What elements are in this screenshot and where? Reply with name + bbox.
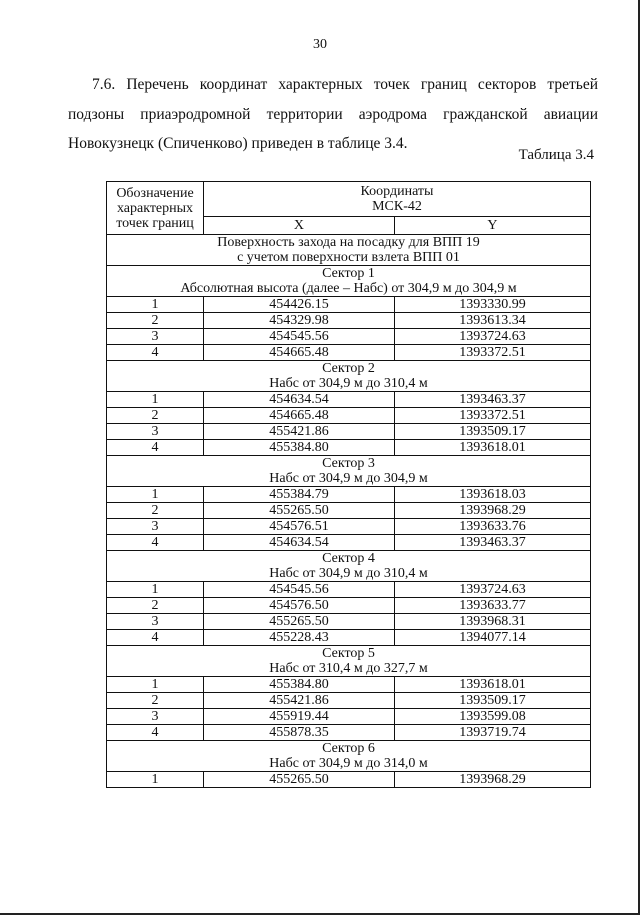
y-coordinate-cell: 1393633.76	[394, 519, 590, 535]
x-coordinate-cell: 455265.50	[204, 614, 395, 630]
x-coordinate-cell: 455384.80	[204, 677, 395, 693]
x-coordinate-cell: 454576.50	[204, 598, 395, 614]
table-row	[107, 297, 591, 313]
y-coordinate-cell: 1393724.63	[394, 329, 590, 345]
x-coordinate-cell: 454576.51	[204, 519, 395, 535]
point-number-cell: 3	[107, 519, 204, 535]
table-row	[107, 535, 591, 551]
sector-title: Сектор 2	[322, 361, 375, 376]
point-number-cell: 4	[107, 440, 204, 456]
x-coordinate-cell: 455421.86	[204, 424, 395, 440]
y-coordinate-cell: 1393724.63	[394, 582, 590, 598]
point-number-cell: 1	[107, 582, 204, 598]
point-number-cell: 1	[107, 772, 204, 788]
x-coordinate-cell: 454665.48	[204, 345, 395, 361]
intro-paragraph: 7.6. Перечень координат характерных точек границ секторов третьей подзоны приаэродромной территории аэродрома гражданской авиации Новокузнецк (Спиченково) приведен в таблице 3.4.	[68, 76, 598, 152]
x-coordinate-cell: 455265.50	[204, 772, 395, 788]
sector-subtitle: Набс от 310,4 м до 327,7 м	[269, 661, 428, 676]
table-row	[107, 677, 591, 693]
x-coordinate-cell: 455421.86	[204, 693, 395, 709]
point-number-cell: 3	[107, 614, 204, 630]
x-coordinate-cell: 455228.43	[204, 630, 395, 646]
y-coordinate-cell: 1393968.31	[394, 614, 590, 630]
point-number-cell: 2	[107, 408, 204, 424]
table-row	[107, 614, 591, 630]
sector-title: Сектор 3	[322, 456, 375, 471]
y-coordinate-cell: 1394077.14	[394, 630, 590, 646]
header-coordinates-line2: МСК-42	[372, 198, 422, 214]
sector-header	[107, 551, 591, 582]
sector-subtitle: Набс от 304,9 м до 310,4 м	[269, 376, 428, 391]
y-coordinate-cell: 1393968.29	[394, 772, 590, 788]
y-coordinate-cell: 1393509.17	[394, 693, 590, 709]
point-number-cell: 4	[107, 725, 204, 741]
x-coordinate-cell: 454426.15	[204, 297, 395, 313]
point-number-cell: 1	[107, 392, 204, 408]
page-number: 30	[313, 37, 327, 52]
coordinates-table	[106, 181, 591, 788]
table-row	[107, 598, 591, 614]
table-row	[107, 329, 591, 345]
point-number-cell: 1	[107, 677, 204, 693]
sector-header-row	[107, 266, 591, 297]
x-coordinate-cell: 454665.48	[204, 408, 395, 424]
x-coordinate-cell: 454634.54	[204, 392, 395, 408]
point-number-cell: 4	[107, 535, 204, 551]
table-row	[107, 582, 591, 598]
sector-subtitle: Набс от 304,9 м до 304,9 м	[269, 471, 428, 486]
y-coordinate-cell: 1393372.51	[394, 345, 590, 361]
surface-title-line2: с учетом поверхности взлета ВПП 01	[237, 250, 460, 265]
point-number-cell: 2	[107, 503, 204, 519]
y-coordinate-cell: 1393719.74	[394, 725, 590, 741]
sector-header-row	[107, 741, 591, 772]
x-coordinate-cell: 455384.80	[204, 440, 395, 456]
table-row	[107, 503, 591, 519]
y-coordinate-cell: 1393618.01	[394, 677, 590, 693]
point-number-cell: 4	[107, 630, 204, 646]
y-coordinate-cell: 1393613.34	[394, 313, 590, 329]
table-row	[107, 408, 591, 424]
x-coordinate-cell: 455384.79	[204, 487, 395, 503]
y-coordinate-cell: 1393618.03	[394, 487, 590, 503]
table-row	[107, 519, 591, 535]
table-row	[107, 313, 591, 329]
y-coordinate-cell: 1393509.17	[394, 424, 590, 440]
table-row	[107, 392, 591, 408]
table-row	[107, 725, 591, 741]
point-number-cell: 2	[107, 313, 204, 329]
surface-title-line1: Поверхность захода на посадку для ВПП 19	[217, 235, 480, 250]
header-point-designation: Обозначение характерных точек границ	[107, 182, 204, 235]
header-y: Y	[394, 216, 590, 234]
table-row	[107, 345, 591, 361]
sector-title: Сектор 1	[322, 266, 375, 281]
point-number-cell: 3	[107, 329, 204, 345]
y-coordinate-cell: 1393463.37	[394, 392, 590, 408]
point-number-cell: 3	[107, 709, 204, 725]
x-coordinate-cell: 455878.35	[204, 725, 395, 741]
y-coordinate-cell: 1393599.08	[394, 709, 590, 725]
table-row	[107, 693, 591, 709]
y-coordinate-cell: 1393968.29	[394, 503, 590, 519]
header-x: X	[204, 216, 395, 234]
y-coordinate-cell: 1393618.01	[394, 440, 590, 456]
surface-title	[107, 235, 591, 266]
x-coordinate-cell: 455265.50	[204, 503, 395, 519]
header-coordinates	[204, 182, 591, 217]
y-coordinate-cell: 1393633.77	[394, 598, 590, 614]
sector-subtitle: Набс от 304,9 м до 314,0 м	[269, 756, 428, 771]
table-row	[107, 440, 591, 456]
point-number-cell: 1	[107, 487, 204, 503]
sector-subtitle: Набс от 304,9 м до 310,4 м	[269, 566, 428, 581]
point-number-cell: 2	[107, 693, 204, 709]
point-number-cell: 3	[107, 424, 204, 440]
x-coordinate-cell: 454329.98	[204, 313, 395, 329]
x-coordinate-cell: 454545.56	[204, 329, 395, 345]
point-number-cell: 1	[107, 297, 204, 313]
header-coordinates-line1: Координаты	[360, 183, 434, 199]
x-coordinate-cell: 454545.56	[204, 582, 395, 598]
sector-header	[107, 646, 591, 677]
sector-header	[107, 266, 591, 297]
y-coordinate-cell: 1393463.37	[394, 535, 590, 551]
table-caption: Таблица 3.4	[518, 147, 594, 163]
y-coordinate-cell: 1393372.51	[394, 408, 590, 424]
sector-header-row	[107, 361, 591, 392]
sector-subtitle: Абсолютная высота (далее – Набс) от 304,9 м до 304,9 м	[180, 281, 517, 296]
x-coordinate-cell: 455919.44	[204, 709, 395, 725]
sector-title: Сектор 6	[322, 741, 375, 756]
x-coordinate-cell: 454634.54	[204, 535, 395, 551]
table-row	[107, 487, 591, 503]
table-row	[107, 630, 591, 646]
y-coordinate-cell: 1393330.99	[394, 297, 590, 313]
table-row	[107, 772, 591, 788]
point-number-cell: 4	[107, 345, 204, 361]
sector-title: Сектор 5	[322, 646, 375, 661]
table-row	[107, 709, 591, 725]
sector-header	[107, 741, 591, 772]
table-row	[107, 424, 591, 440]
sector-header-row	[107, 646, 591, 677]
sector-header	[107, 456, 591, 487]
sector-title: Сектор 4	[322, 551, 375, 566]
sector-header-row	[107, 456, 591, 487]
sector-header	[107, 361, 591, 392]
sector-header-row	[107, 551, 591, 582]
point-number-cell: 2	[107, 598, 204, 614]
